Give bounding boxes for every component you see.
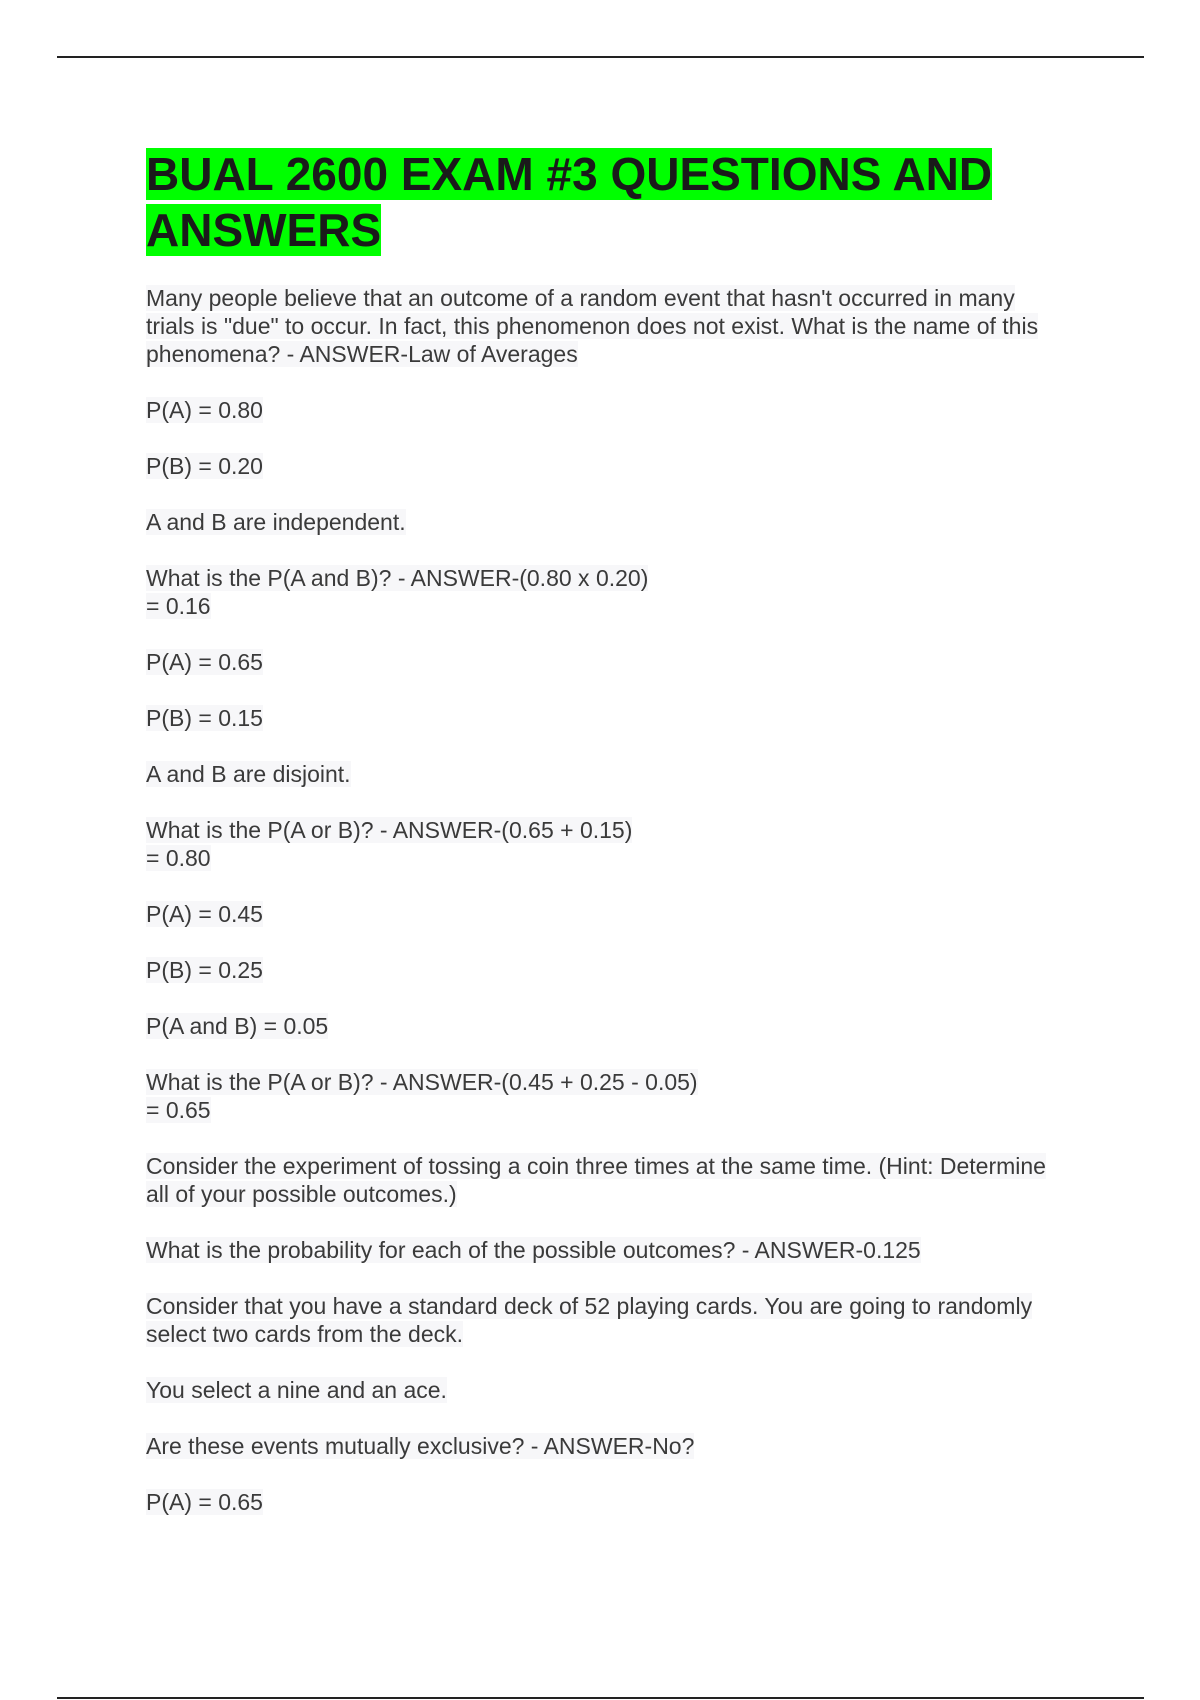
qa-paragraph [146, 648, 1046, 676]
qa-paragraph-text: P(A and B) = 0.05 [146, 1013, 329, 1039]
qa-paragraph [146, 1376, 1046, 1404]
qa-paragraph [146, 956, 1046, 984]
qa-paragraph [146, 1012, 1046, 1040]
qa-paragraph-text: What is the P(A or B)? - ANSWER-(0.65 + 0.15) = 0.80 [146, 817, 633, 871]
qa-paragraph-text: A and B are disjoint. [146, 761, 351, 787]
qa-paragraph [146, 396, 1046, 424]
qa-paragraph [146, 452, 1046, 480]
qa-paragraph [146, 1292, 1046, 1348]
qa-paragraph-text: Consider that you have a standard deck of 52 playing cards. You are going to randomly select two cards from the deck. [146, 1293, 1033, 1347]
qa-paragraph-text: You select a nine and an ace. [146, 1377, 447, 1403]
qa-paragraph-text: P(A) = 0.80 [146, 397, 263, 423]
qa-paragraph-text: Many people believe that an outcome of a random event that hasn't occurred in many trials is "due" to occur. In fact, this phenomenon does not exist. What is the name of this phenomena? - ANSWER-Law of Averages [146, 285, 1039, 367]
top-rule [57, 56, 1144, 58]
qa-paragraph [146, 1236, 1046, 1264]
qa-paragraph-text: What is the probability for each of the possible outcomes? - ANSWER-0.125 [146, 1237, 921, 1263]
qa-paragraph [146, 760, 1046, 788]
qa-paragraph [146, 564, 1046, 620]
qa-paragraph-text: What is the P(A and B)? - ANSWER-(0.80 x 0.20) = 0.16 [146, 565, 649, 619]
qa-paragraph-text: P(B) = 0.25 [146, 957, 263, 983]
document-body [146, 146, 1046, 1544]
qa-paragraph [146, 508, 1046, 536]
qa-paragraph [146, 284, 1046, 368]
qa-paragraph-text: P(A) = 0.45 [146, 901, 263, 927]
qa-paragraph [146, 704, 1046, 732]
qa-paragraph [146, 1068, 1046, 1124]
qa-paragraph [146, 816, 1046, 872]
qa-paragraph-text: P(A) = 0.65 [146, 1489, 263, 1515]
qa-paragraph-text: Are these events mutually exclusive? - ANSWER-No? [146, 1433, 695, 1459]
qa-paragraph-text: A and B are independent. [146, 509, 406, 535]
bottom-rule [57, 1697, 1144, 1699]
qa-paragraph [146, 1488, 1046, 1516]
qa-paragraph [146, 900, 1046, 928]
qa-paragraph-text: What is the P(A or B)? - ANSWER-(0.45 + 0.25 - 0.05) = 0.65 [146, 1069, 698, 1123]
document-title-text: BUAL 2600 EXAM #3 QUESTIONS AND ANSWERS [146, 148, 993, 256]
qa-paragraph-text: Consider the experiment of tossing a coin three times at the same time. (Hint: Determine all of your possible outcomes.) [146, 1153, 1046, 1207]
document-title [146, 146, 1046, 258]
qa-paragraph-text: P(A) = 0.65 [146, 649, 263, 675]
qa-paragraph [146, 1432, 1046, 1460]
qa-paragraph-text: P(B) = 0.20 [146, 453, 263, 479]
qa-paragraph-text: P(B) = 0.15 [146, 705, 263, 731]
qa-paragraph [146, 1152, 1046, 1208]
